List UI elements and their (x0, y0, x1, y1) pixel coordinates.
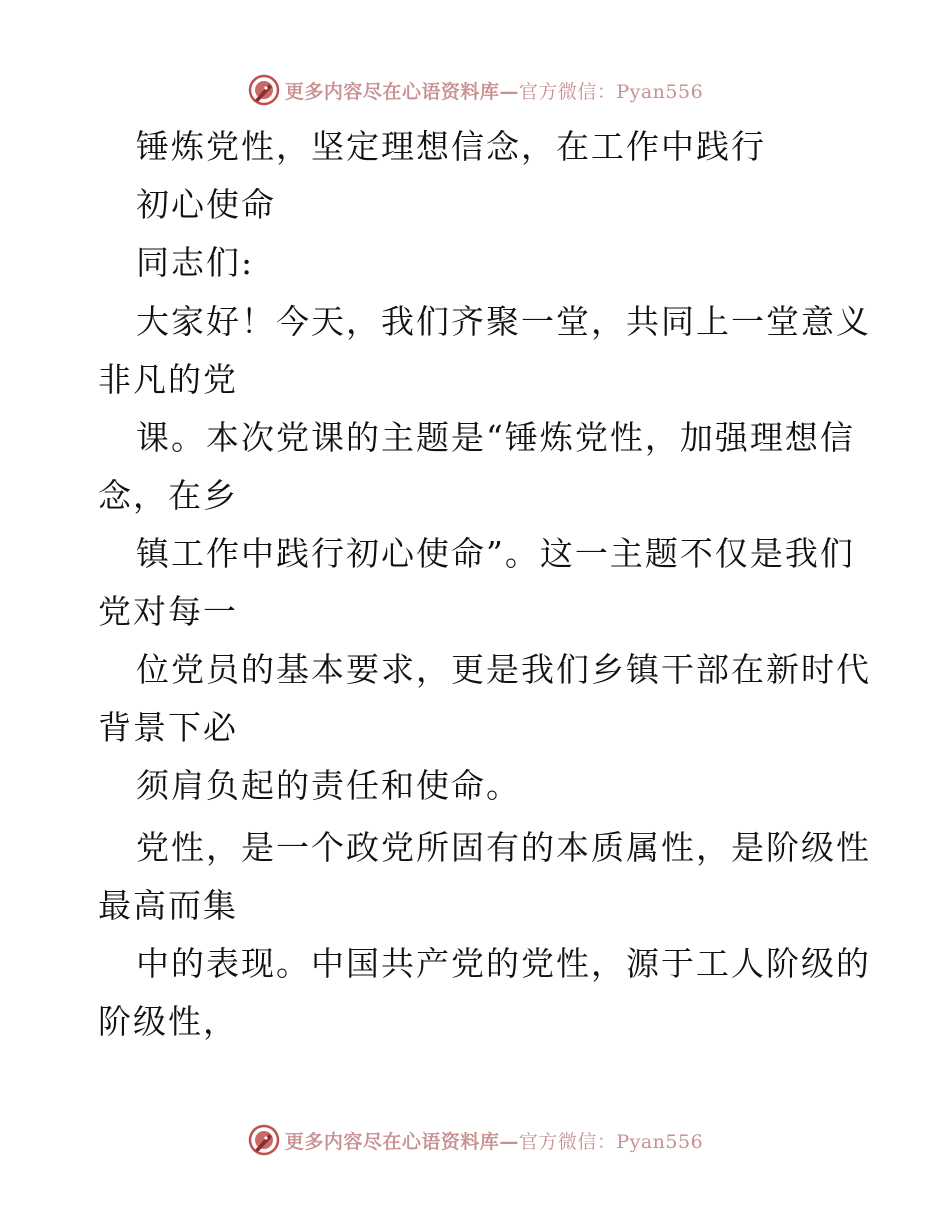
watermark-wechat-text: 官方微信：Pyan556 (518, 1130, 704, 1153)
watermark-library-text: 更多内容尽在心语资料库— (284, 80, 519, 103)
paragraph-line: 念，在乡 (98, 476, 238, 515)
salutation: 同志们: (136, 243, 255, 282)
document-title-line-2: 初心使命 (136, 185, 276, 224)
footer-watermark (0, 1120, 950, 1160)
paragraph-line: 中的表现。中国共产党的党性，源于工人阶级的 (136, 944, 871, 983)
paragraph-line: 镇工作中践行初心使命”。这一主题不仅是我们 (136, 534, 855, 573)
paragraph-line: 背景下必 (98, 708, 238, 747)
paragraph-line: 党对每一 (98, 592, 238, 631)
document-title-line-1: 锤炼党性，坚定理想信念，在工作中践行 (136, 127, 766, 166)
paragraph-line: 须肩负起的责任和使命。 (136, 766, 521, 805)
watermark-library-text: 更多内容尽在心语资料库— (284, 1130, 519, 1153)
paragraph-line: 最高而集 (98, 886, 238, 925)
paragraph-line: 党性，是一个政党所固有的本质属性，是阶级性 (136, 828, 871, 867)
watermark-text (285, 1127, 703, 1154)
paragraph-line: 位党员的基本要求，更是我们乡镇干部在新时代 (136, 650, 871, 689)
paragraph-line: 阶级性， (98, 1002, 238, 1041)
pen-nib-circle-icon (247, 73, 281, 107)
paragraph-line: 课。本次党课的主题是“锤炼党性，加强理想信 (136, 418, 855, 457)
header-watermark (0, 70, 950, 110)
paragraph-line: 非凡的党 (98, 360, 238, 399)
paragraph-line: 大家好！今天，我们齐聚一堂，共同上一堂意义 (136, 302, 871, 341)
watermark-wechat-text: 官方微信：Pyan556 (518, 80, 704, 103)
watermark-text (285, 77, 703, 104)
pen-nib-circle-icon (247, 1123, 281, 1157)
